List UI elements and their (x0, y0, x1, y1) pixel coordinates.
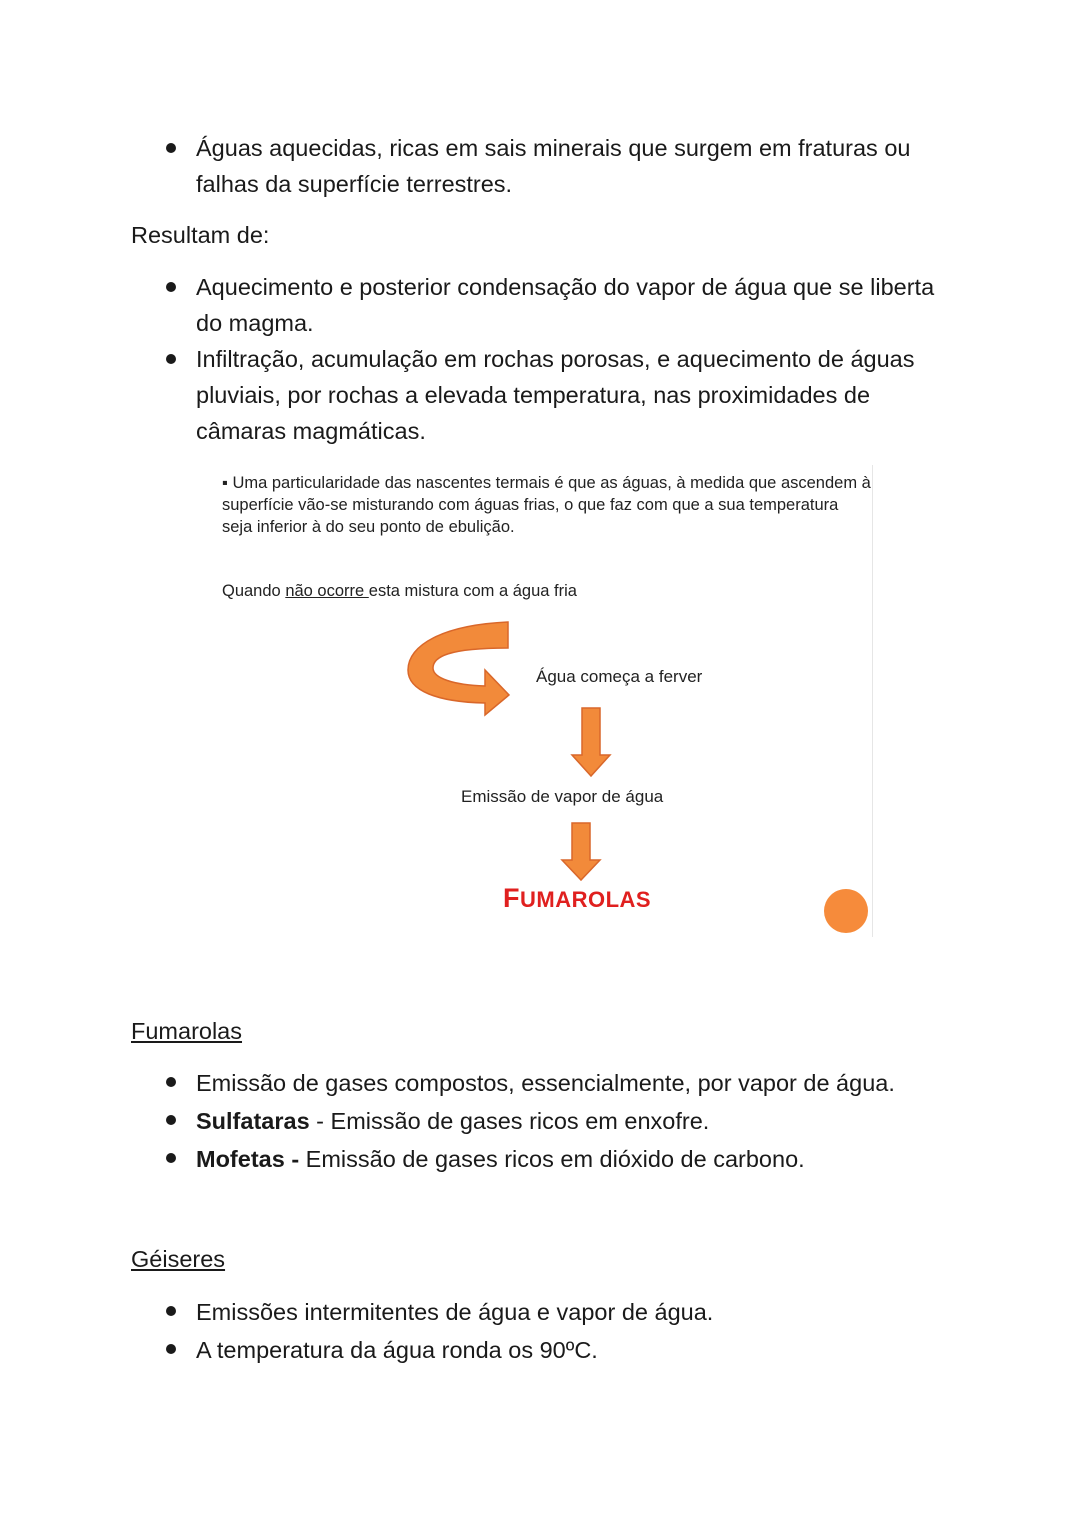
item-term: Mofetas - (196, 1146, 300, 1172)
diagram-arrows (208, 465, 872, 937)
section-label: Resultam de: (131, 222, 270, 248)
list-item: Infiltração, acumulação em rochas porosas, e aquecimento de águas pluviais, por rochas a elevada temperatura, nas proximidades de câmaras magmáticas. (0, 341, 956, 449)
item-term: Sulfataras (196, 1108, 310, 1134)
condition-suffix: esta mistura com a água fria (368, 582, 577, 600)
note-bullet: ▪ (222, 474, 228, 492)
result-rest: UMAROLAS (520, 887, 652, 912)
result-initial: F (503, 883, 520, 913)
step-vapor: Emissão de vapor de água (461, 787, 664, 806)
section-heading-fumarolas: Fumarolas (131, 1018, 243, 1044)
intro-list (0, 130, 1080, 202)
result-label (503, 883, 651, 914)
geiseres-list (0, 1293, 1080, 1369)
note-text: Uma particularidade das nascentes termais é que as águas, à medida que ascendem à superfície vão-se misturando com águas frias, o que faz com que a sua temperatura seja inferior à do seu ponto de ebulição. (222, 474, 871, 536)
list-item: Águas aquecidas, ricas em sais minerais que surgem em fraturas ou falhas da superfície terrestres. (0, 130, 956, 202)
item-text: - Emissão de gases ricos em enxofre. (309, 1108, 710, 1134)
condition-underlined: não ocorre (285, 582, 369, 600)
list-item: A temperatura da água ronda os 90ºC. (0, 1331, 956, 1369)
resultam-list (0, 269, 1080, 449)
item-text: Emissão de gases ricos em dióxido de carbono. (299, 1146, 805, 1172)
list-item (0, 1064, 956, 1102)
fumarole-diagram (208, 465, 873, 937)
list-item: Aquecimento e posterior condensação do vapor de água que se liberta do magma. (0, 269, 956, 341)
orange-dot-icon (824, 889, 868, 933)
down-arrow-icon (562, 823, 600, 880)
section-heading-geiseres: Géiseres (131, 1246, 226, 1272)
fumarolas-list (0, 1064, 1080, 1178)
condition-prefix: Quando (222, 582, 286, 600)
curved-arrow-icon (408, 622, 509, 715)
list-item (0, 1140, 956, 1178)
list-item: Emissões intermitentes de água e vapor de água. (0, 1293, 956, 1331)
item-text: Emissão de gases compostos, essencialmente, por vapor de água. (196, 1070, 895, 1096)
step-boil: Água começa a ferver (536, 667, 703, 686)
list-item (0, 1102, 956, 1140)
down-arrow-icon (572, 708, 610, 776)
